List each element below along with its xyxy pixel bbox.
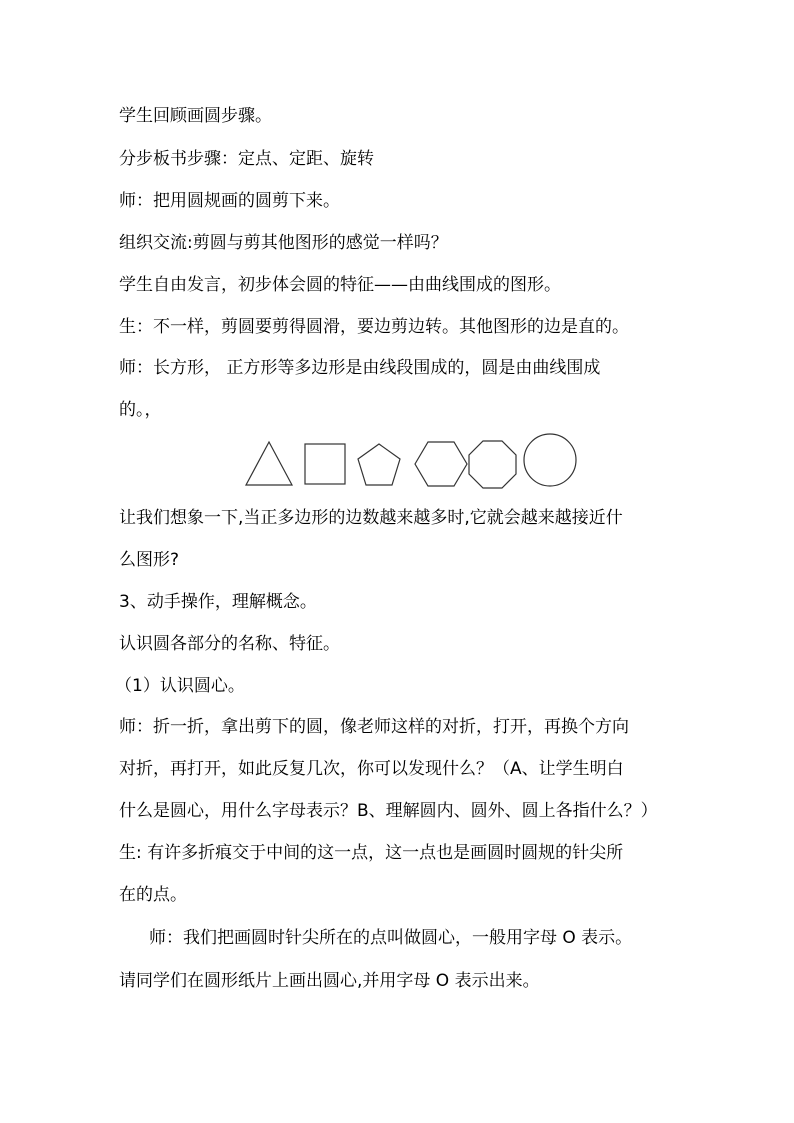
section-heading: 3、动手操作，理解概念。 bbox=[119, 592, 317, 612]
pentagon-shape bbox=[358, 444, 400, 485]
paragraph-line: 学生回顾画圆步骤。 bbox=[119, 106, 272, 126]
paragraph-line: 么图形? bbox=[119, 550, 180, 570]
paragraph-line: 认识圆各部分的名称、特征。 bbox=[119, 634, 340, 654]
paragraph-line: 请同学们在圆形纸片上画出圆心,并用字母 O 表示出来。 bbox=[119, 971, 540, 991]
paragraph-line: 师：长方形， 正方形等多边形是由线段围成的，圆是由曲线围成 bbox=[119, 358, 601, 378]
paragraph-line: 生：不一样，剪圆要剪得圆滑，要边剪边转。其他图形的边是直的。 bbox=[119, 317, 629, 337]
paragraph-line: 对折，再打开，如此反复几次，你可以发现什么？（A、让学生明白 bbox=[119, 759, 624, 779]
paragraph-line: 师：折一折，拿出剪下的圆，像老师这样的对折，打开，再换个方向 bbox=[119, 717, 629, 737]
paragraph-line: 组织交流:剪圆与剪其他图形的感觉一样吗？ bbox=[119, 233, 448, 253]
circle-shape bbox=[524, 434, 576, 486]
paragraph-line: 学生自由发言，初步体会圆的特征——由曲线围成的图形。 bbox=[119, 275, 561, 295]
octagon-shape bbox=[469, 441, 516, 488]
subsection-heading: （1）认识圆心。 bbox=[115, 676, 245, 696]
paragraph-line: 什么是圆心，用什么字母表示？B、理解圆内、圆外、圆上各指什么？） bbox=[119, 801, 658, 821]
paragraph-line: 师：把用圆规画的圆剪下来。 bbox=[119, 191, 340, 211]
paragraph-line: 的。， bbox=[119, 400, 162, 420]
paragraph-line: 生: 有许多折痕交于中间的这一点，这一点也是画圆时圆规的针尖所 bbox=[119, 843, 624, 863]
paragraph-line: 在的点。 bbox=[119, 885, 187, 905]
paragraph-line: 让我们想象一下,当正多边形的边数越来越多时,它就会越来越接近什 bbox=[119, 508, 623, 528]
paragraph-line: 师：我们把画圆时针尖所在的点叫做圆心，一般用字母 O 表示。 bbox=[149, 928, 633, 948]
triangle-shape bbox=[246, 442, 292, 485]
hexagon-shape bbox=[415, 442, 467, 486]
square-shape bbox=[305, 444, 345, 484]
paragraph-line: 分步板书步骤：定点、定距、旋转 bbox=[119, 149, 374, 169]
polygon-sequence-figure bbox=[240, 430, 585, 490]
